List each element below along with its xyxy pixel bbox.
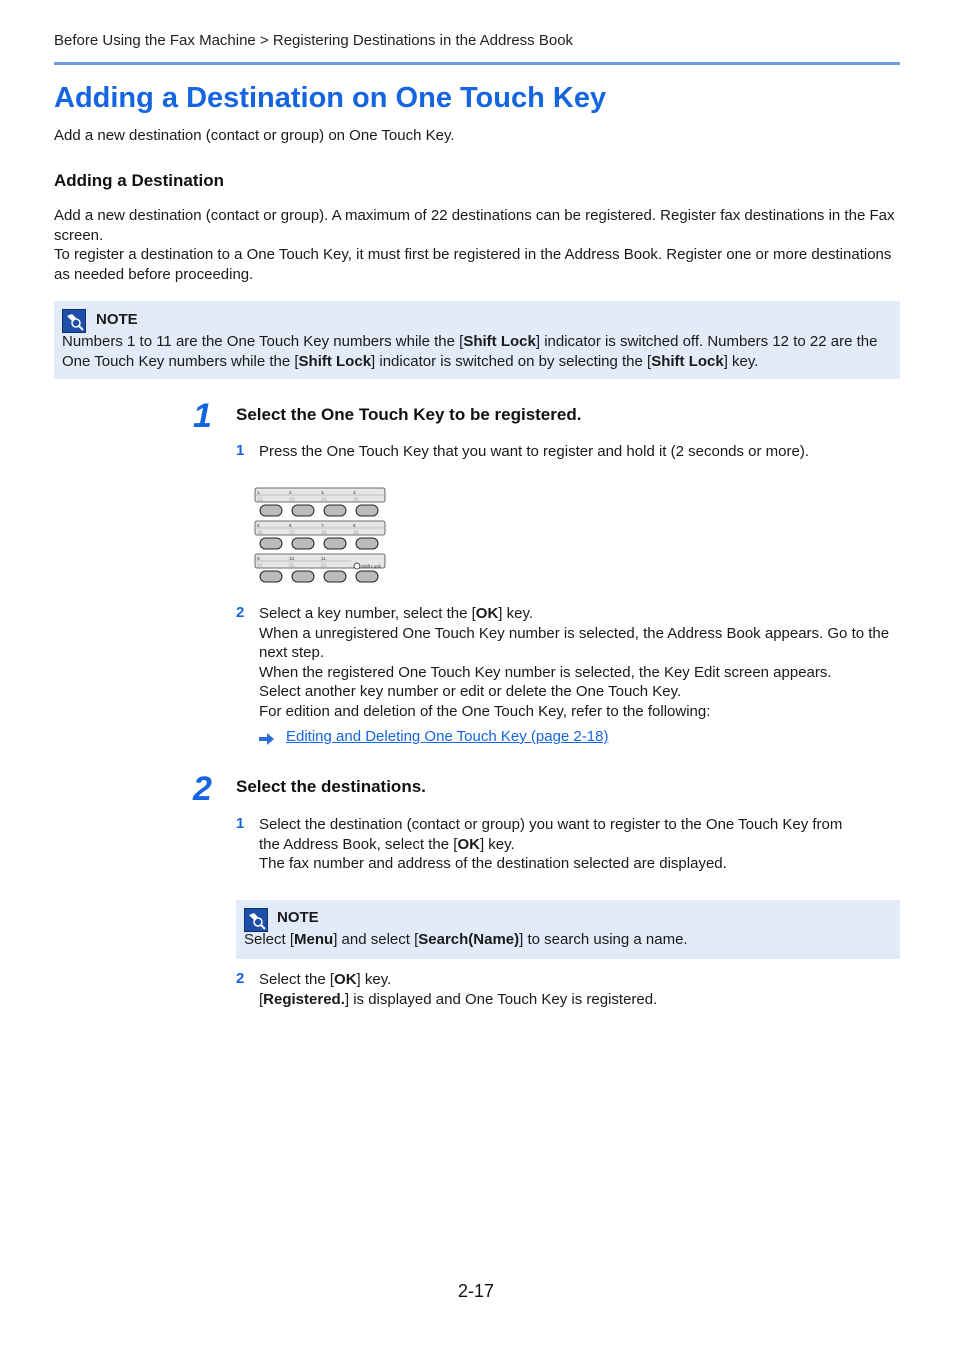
- shift-lock-label: Shift Lock: [361, 564, 381, 569]
- shift-lock-indicator-icon: [354, 563, 360, 569]
- breadcrumb: Before Using the Fax Machine > Registering Destinations in the Address Book: [54, 32, 574, 49]
- svg-text:14.: 14.: [321, 496, 328, 502]
- svg-text:10.: 10.: [289, 556, 296, 561]
- svg-text:22.: 22.: [321, 562, 328, 568]
- step-heading: Select the One Touch Key to be registered.: [236, 405, 582, 424]
- svg-text:21.: 21.: [289, 562, 296, 568]
- svg-text:9.: 9.: [257, 556, 261, 561]
- substep-number: 1: [236, 442, 245, 459]
- intro-text: Add a new destination (contact or group) on One Touch Key.: [54, 127, 455, 144]
- substep-number: 2: [236, 970, 245, 987]
- svg-text:4.: 4.: [353, 490, 357, 495]
- arrow-right-icon: [259, 732, 275, 746]
- svg-text:2.: 2.: [289, 490, 293, 495]
- note-title: NOTE: [96, 311, 138, 328]
- section-para-1: Add a new destination (contact or group). A maximum of 22 destinations can be registered. Register fax destinations in the Fax screen.: [54, 207, 895, 244]
- note-icon: [62, 309, 86, 333]
- cross-reference-link[interactable]: Editing and Deleting One Touch Key (page 2-18): [286, 728, 609, 745]
- page-title: Adding a Destination on One Touch Key: [54, 82, 607, 114]
- svg-text:17.: 17.: [289, 529, 296, 535]
- substep-text: Press the One Touch Key that you want to register and hold it (2 seconds or more).: [259, 443, 810, 460]
- svg-text:16.: 16.: [257, 529, 264, 535]
- substep-number: 1: [236, 815, 245, 832]
- section-para-2: To register a destination to a One Touch Key, it must first be registered in the Address Book. Register one or more destinations as needed before proceeding.: [54, 246, 892, 283]
- substep-number: 2: [236, 604, 245, 621]
- substep-text: Select a key number, select the [OK] key. When a unregistered One Touch Key number is selected, the Address Book appears. Go to the next step. When the registered One Touch Key number is selected, the Key Edit screen appears. Select another key number or edit or delete the One Touch Key. For edition and deletion of the One Touch Key, refer to the following:: [259, 605, 890, 720]
- header-rule: [54, 62, 900, 65]
- svg-text:11.: 11.: [321, 556, 327, 561]
- note-text: Select [Menu] and select [Search(Name)] to search using a name.: [244, 931, 688, 948]
- svg-text:5.: 5.: [257, 523, 261, 528]
- step-number: 1: [193, 397, 212, 435]
- keypad-row-1: [255, 488, 385, 516]
- one-touch-keypad-illustration: [253, 486, 387, 586]
- svg-text:3.: 3.: [321, 490, 325, 495]
- step-heading: Select the destinations.: [236, 777, 426, 796]
- note-box: [236, 900, 900, 959]
- substep-text: Select the destination (contact or group) you want to register to the One Touch Key from the Address Book, select the [OK] key. The fax number and address of the destination selected are displayed.: [259, 816, 843, 872]
- svg-text:8.: 8.: [353, 523, 357, 528]
- svg-text:12.: 12.: [257, 496, 264, 502]
- keypad-row-2: [255, 521, 385, 549]
- svg-text:18.: 18.: [321, 529, 328, 535]
- note-box: [54, 301, 900, 379]
- svg-text:1.: 1.: [257, 490, 261, 495]
- note-title: NOTE: [277, 909, 319, 926]
- keypad-row-3: [255, 554, 385, 582]
- step-number: 2: [193, 770, 212, 808]
- svg-text:15.: 15.: [353, 496, 360, 502]
- note-text: Numbers 1 to 11 are the One Touch Key numbers while the [Shift Lock] indicator is switched off. Numbers 12 to 22 are the One Touch Key numbers while the [Shift Lock] indicator is switched on by selecting the [Shift Lock] key.: [62, 333, 878, 370]
- svg-text:19.: 19.: [353, 529, 360, 535]
- keypad-svg: [253, 486, 387, 586]
- page-number: 2-17: [458, 1281, 495, 1301]
- svg-text:6.: 6.: [289, 523, 293, 528]
- svg-text:20.: 20.: [257, 562, 264, 568]
- substep-text: Select the [OK] key. [Registered.] is displayed and One Touch Key is registered.: [259, 971, 658, 1008]
- svg-text:7.: 7.: [321, 523, 325, 528]
- section-heading: Adding a Destination: [54, 171, 224, 190]
- svg-text:13.: 13.: [289, 496, 296, 502]
- note-icon: [244, 908, 268, 932]
